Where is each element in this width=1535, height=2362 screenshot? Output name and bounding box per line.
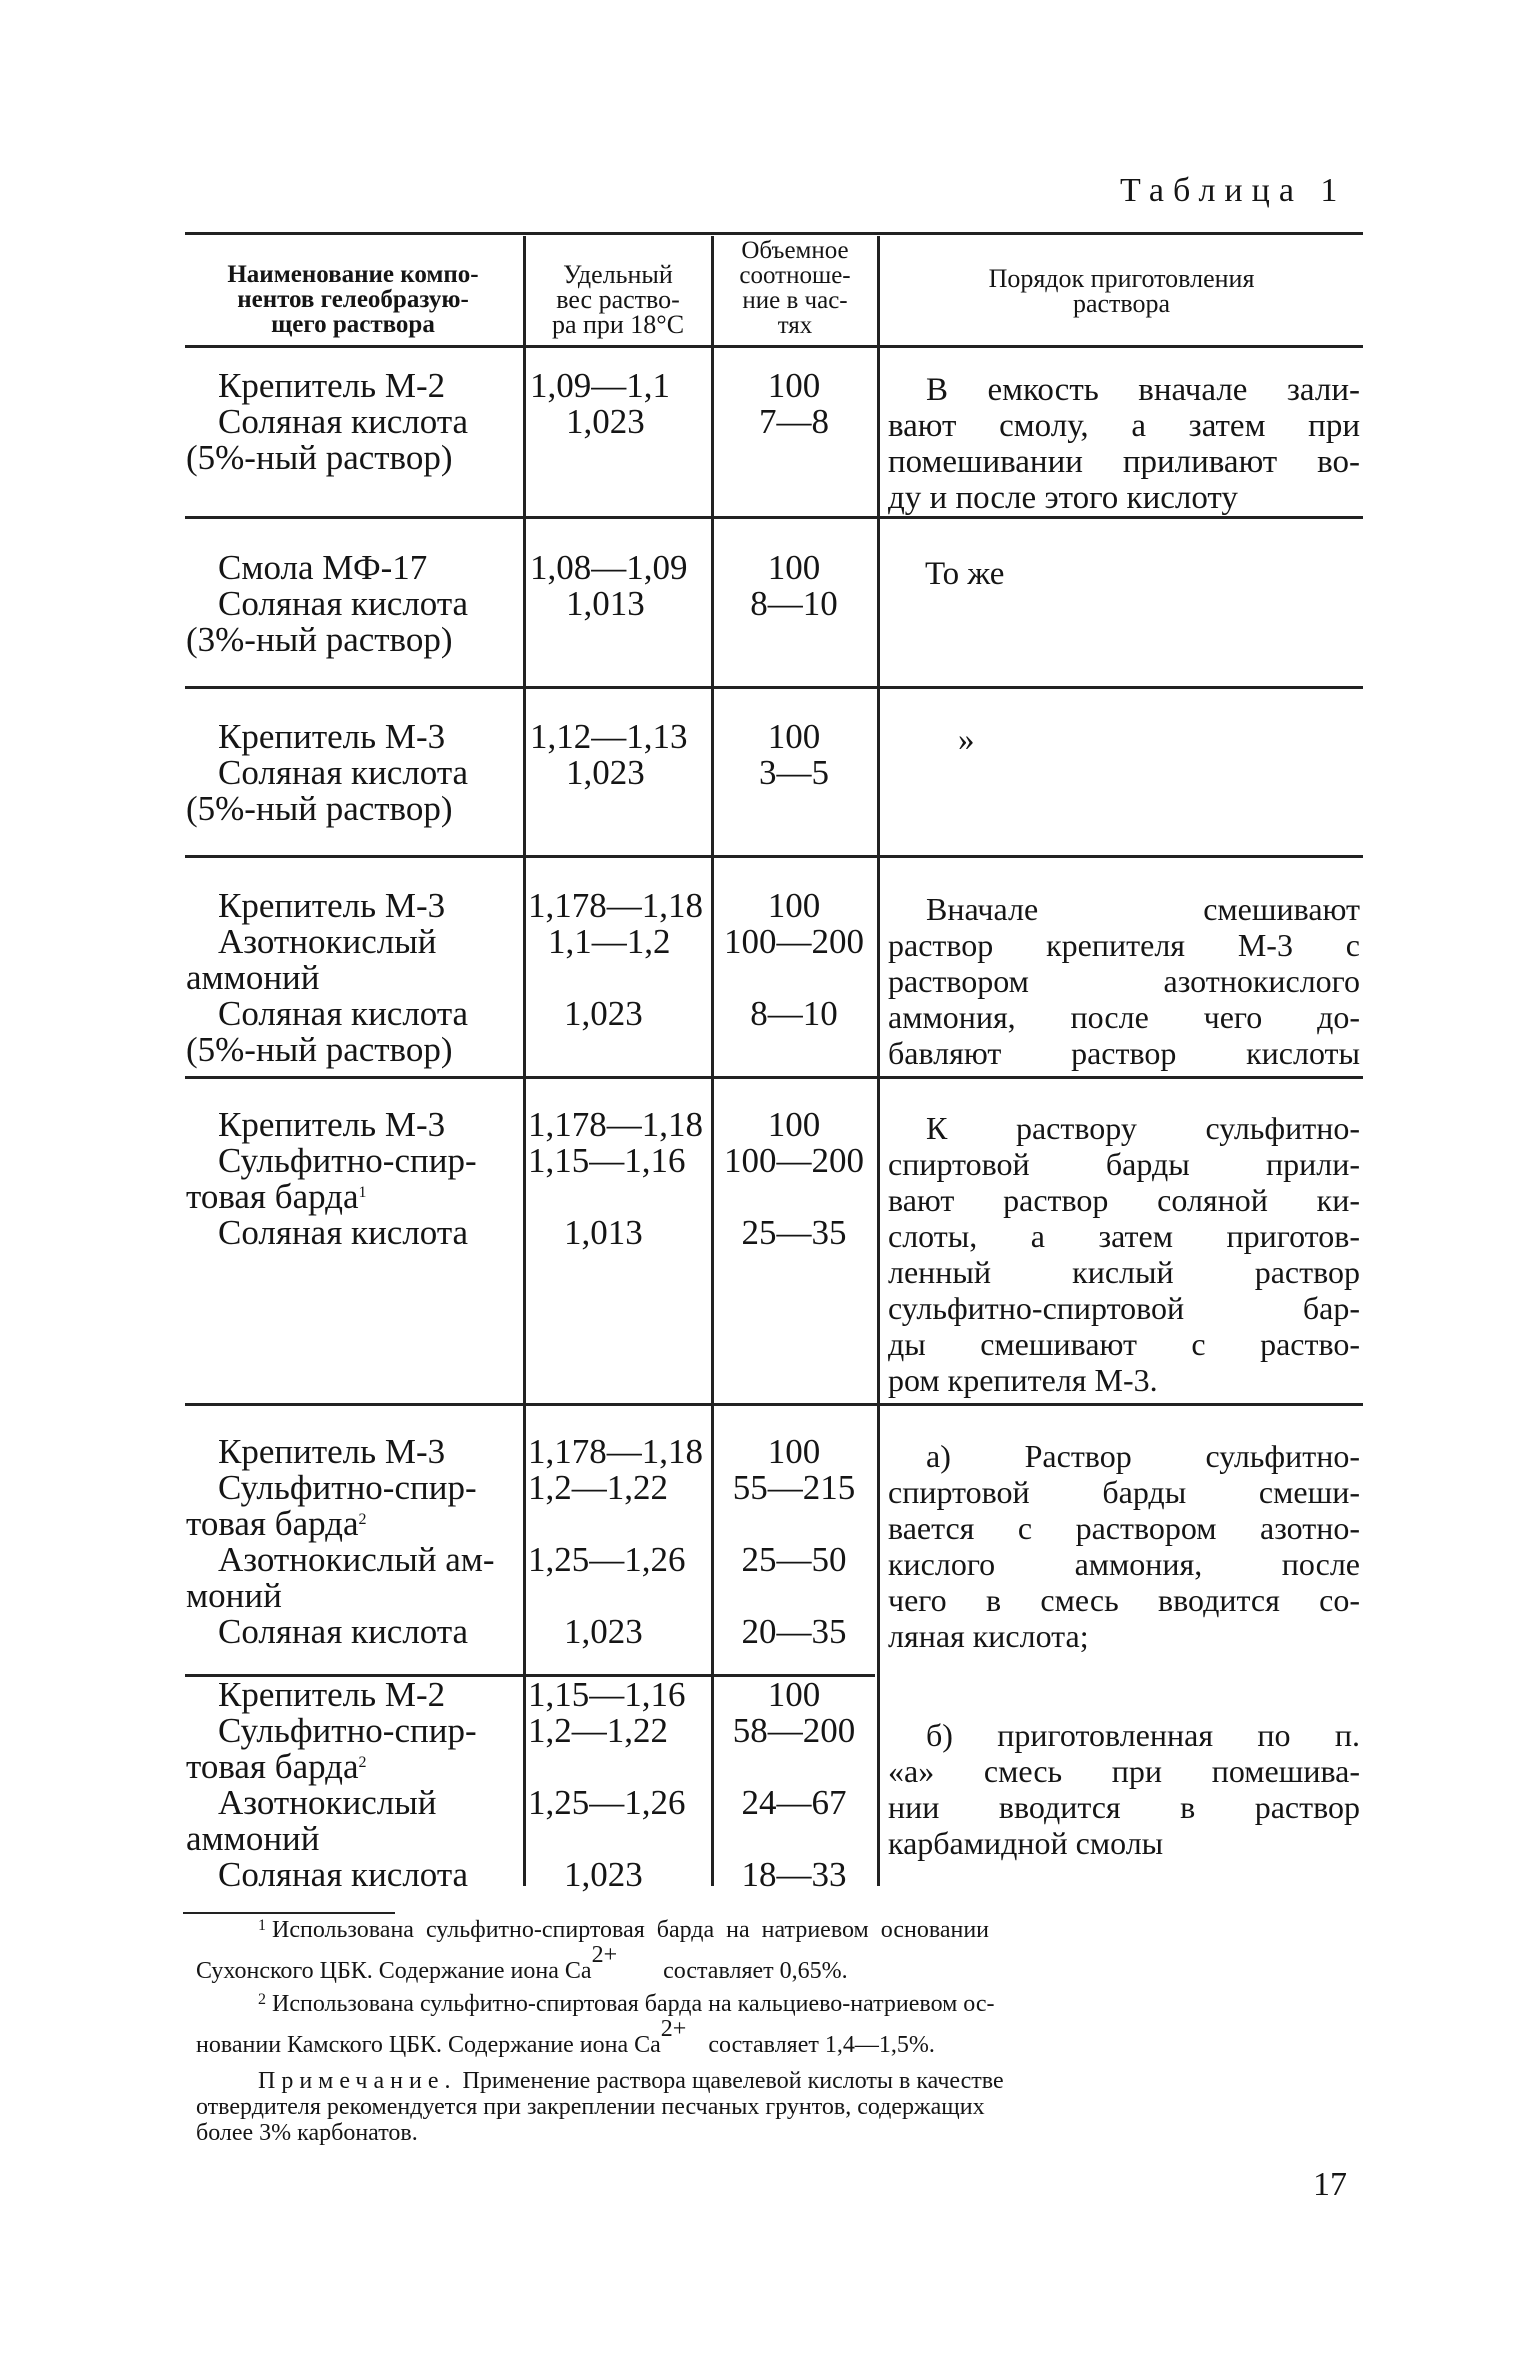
- table-caption: Таблица 1: [1120, 172, 1347, 209]
- row6-procedure: а) Раствор сульфитно- спиртовой барды смеши- вается с раствором азотно- кислого аммония, после чего в смесь вводится со- ляная кислота;: [888, 1438, 1360, 1654]
- row5-procedure: К раствору сульфитно- спиртовой барды прили- вают раствор соляной ки- слоты, а затем приготов- ленный кислый раствор сульфитно-спиртовой бар- ды смешивают с раство- ром крепителя М-3.: [888, 1110, 1360, 1398]
- row2-components: Смола МФ-17 Соляная кислота (3%-ный раствор): [186, 548, 469, 659]
- row4-components: Крепитель М-3 Азотнокислый аммоний Соляная кислота (5%-ный раствор): [186, 886, 469, 1069]
- col-divider-1: [523, 236, 526, 1886]
- row7-components: Крепитель М-2 Сульфитно-спир- товая барда$^2$ Азотнокислый аммоний Соляная кислота: [186, 1675, 477, 1894]
- row1-procedure: В емкость вначале зали- вают смолу, а затем при помешивании приливают во- ду и после этого кислоту: [888, 372, 1360, 516]
- header-specific-weight: Удельный вес раство- ра при 18°С: [551, 260, 685, 339]
- row2-ratios: 100 8—10: [750, 548, 838, 623]
- row1-components: Крепитель М-2 Соляная кислота (5%-ный раствор): [186, 366, 469, 477]
- row-rule-2: [185, 686, 1363, 689]
- footnote-rule: [183, 1912, 395, 1914]
- note-line-1: Примечание. Применение раствора щавелевой кислоты в качестве: [258, 2068, 1004, 2094]
- row3-weights: 1,12—1,13 1,023: [530, 717, 688, 792]
- footnote-ref-2b: 2: [358, 1754, 367, 1771]
- row-rule-4: [185, 1076, 1363, 1079]
- footnote-ref-2: 2: [358, 1511, 367, 1528]
- row6-weights: 1,178—1,18 1,2—1,22 1,25—1,26 1,023: [528, 1432, 703, 1651]
- header-bottom-rule: [185, 345, 1363, 348]
- row6-ratios: 100 55—215 25—50 20—35: [732, 1432, 856, 1651]
- row7-ratios: 100 58—200 24—67 18—33: [732, 1675, 856, 1894]
- row4-weights: 1,178—1,18 1,1—1,2 1,023: [528, 886, 703, 1033]
- footnote-ref-1: 1: [358, 1184, 367, 1201]
- note-line-3: более 3% карбонатов.: [196, 2120, 418, 2146]
- row7-procedure: б) приготовленная по п. «а» смесь при помешива- нии вводится в раствор карбамидной смолы: [888, 1717, 1360, 1861]
- col-divider-3: [877, 236, 880, 1886]
- table-top-rule: [185, 232, 1363, 235]
- row5-components: Крепитель М-3 Сульфитно-спир- товая барда$^1$ Соляная кислота: [186, 1105, 477, 1252]
- header-component-name: Наименование компо- нентов гелеобразую- щего раствора: [227, 261, 479, 338]
- row4-procedure: Вначале смешивают раствор крепителя М-3 с раствором азотнокислого аммония, после чего до- бавляют раствор кислоты: [888, 891, 1360, 1071]
- header-volume-ratio: Объемное соотноше- ние в час- тях: [739, 237, 851, 339]
- row6-components: Крепитель М-3 Сульфитно-спир- товая барда$^2$ Азотнокислый ам- моний Соляная кислота: [186, 1432, 495, 1651]
- row-rule-1: [185, 516, 1363, 519]
- row3-procedure: »: [958, 722, 975, 758]
- row5-ratios: 100 100—200 25—35: [724, 1105, 864, 1252]
- note-line-2: отвердителя рекомендуется при закреплении песчаных грунтов, содержащих: [196, 2094, 985, 2120]
- header-preparation-order: Порядок приготовления раствора: [988, 264, 1255, 318]
- row-rule-3: [185, 855, 1363, 858]
- row7-weights: 1,15—1,16 1,2—1,22 1,25—1,26 1,023: [528, 1675, 686, 1894]
- row5-weights: 1,178—1,18 1,15—1,16 1,013: [528, 1105, 703, 1252]
- row4-ratios: 100 100—200 8—10: [724, 886, 864, 1033]
- footnote-1-line-1: $^1$ Использована сульфитно-спиртовая барда на натриевом основании: [258, 1917, 990, 1943]
- row1-ratios: 100 7—8: [759, 366, 829, 441]
- row2-weights: 1,08—1,09 1,013: [530, 548, 688, 623]
- row1-weights: 1,09—1,1 1,023: [530, 366, 670, 441]
- footnote-2-line-1: $^2$ Использована сульфитно-спиртовая барда на кальциево-натриевом ос-: [258, 1991, 995, 2017]
- row3-components: Крепитель М-3 Соляная кислота (5%-ный раствор): [186, 717, 469, 828]
- footnote-1-line-2: Сухонского ЦБК. Содержание иона Ca2+ составляет 0,65%.: [196, 1942, 848, 1984]
- row-rule-5: [185, 1403, 1363, 1406]
- row3-ratios: 100 3—5: [759, 717, 829, 792]
- footnote-2-line-2: новании Камского ЦБК. Содержание иона Ca2+ составляет 1,4—1,5%.: [196, 2016, 935, 2058]
- row2-procedure: То же: [925, 556, 1005, 592]
- page-number: 17: [1313, 2166, 1347, 2203]
